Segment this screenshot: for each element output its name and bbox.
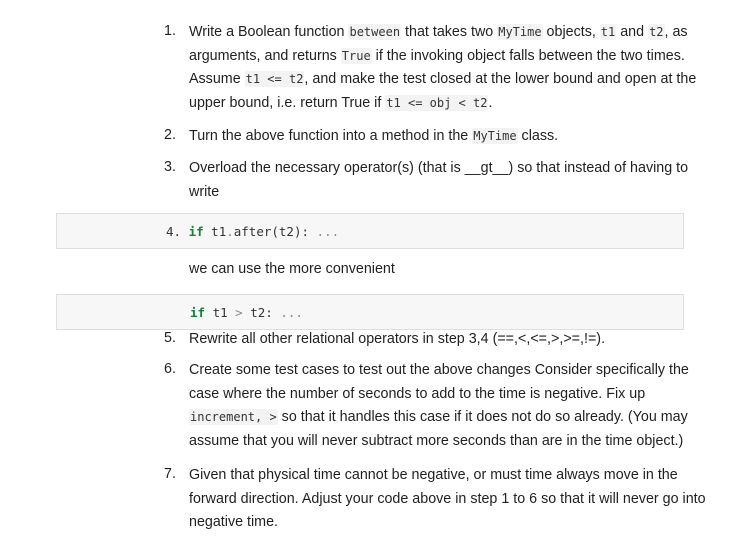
code-text: t1: [203, 224, 227, 239]
text-line: [189, 68, 697, 92]
text-line: [189, 328, 689, 352]
text-line: [189, 511, 689, 535]
text-line: [189, 45, 689, 69]
text-run: Rewrite all other relational operators in step 3,4 (==,<,<=,>,>=,!=).: [189, 331, 606, 347]
text-run: case where the number of seconds to add to the time is negative. Fix up: [189, 385, 646, 402]
text-run: arguments, and returns: [189, 47, 341, 64]
inline-code: t1 <= t2: [245, 72, 304, 87]
code-ellipsis: ...: [280, 305, 303, 320]
code-block-after: [56, 213, 684, 249]
text-line: [189, 181, 689, 205]
code-text: after(t2):: [233, 224, 317, 239]
text-line: [189, 359, 689, 383]
inline-code: t1 <= obj < t2: [386, 95, 488, 110]
inline-code: True: [341, 48, 371, 63]
code-text: t1: [205, 305, 236, 320]
list-item-text: [189, 157, 689, 204]
text-line: [189, 406, 689, 430]
text-run: , and make the test closed at the lower bound and open at the: [304, 71, 697, 88]
text-run: , as: [664, 24, 688, 40]
code-keyword: if: [190, 305, 206, 320]
text-run: if the invoking object falls between the two times.: [371, 47, 685, 64]
text-run: class.: [517, 128, 559, 144]
list-item-text: [189, 328, 689, 352]
text-line: [189, 21, 689, 45]
list-item-text: [189, 464, 706, 535]
inline-code: MyTime: [473, 129, 517, 143]
code-operator: .: [226, 224, 234, 239]
text-line: [189, 464, 689, 488]
text-run: objects,: [542, 24, 600, 40]
list-item-text: [189, 359, 689, 453]
text-run: that takes two: [401, 24, 498, 40]
text-run: so that it handles this case if it does not do so already. (You may: [277, 409, 688, 426]
inline-code: between: [349, 25, 401, 39]
list-item-text: [189, 21, 697, 115]
text-line: [189, 92, 689, 116]
paragraph-convenient: we can use the more convenient: [189, 261, 395, 277]
text-run: forward direction. Adjust your code above in step 1 to 6 so that it will never go into: [189, 490, 706, 507]
text-run: assume that you will never subtract more seconds than are in the time object.): [189, 432, 684, 449]
list-number: 5.: [164, 330, 176, 346]
text-run: upper bound, i.e. return True if: [189, 94, 386, 111]
list-item-text: [189, 125, 689, 149]
list-number: 2.: [164, 127, 176, 143]
text-run: negative time.: [189, 514, 279, 531]
list-number: 3.: [164, 159, 176, 175]
text-run: Turn the above function into a method in the: [189, 128, 473, 144]
code-block-gt: [56, 294, 684, 330]
text-run: Given that physical time cannot be negative, or must time always move in the: [189, 467, 678, 483]
code-text: t2:: [242, 305, 281, 320]
text-run: Overload the necessary operator(s) (that is __gt__) so that instead of having to: [189, 160, 689, 176]
text-run: Create some test cases to test out the above changes Consider specifically the: [189, 362, 689, 378]
inline-code: t1: [600, 25, 616, 39]
text-run: .: [488, 94, 493, 111]
text-run: Assume: [189, 71, 245, 88]
list-number: 7.: [164, 466, 176, 482]
text-run: and: [616, 24, 649, 40]
list-number: 1.: [164, 23, 176, 39]
text-run: write: [189, 183, 220, 200]
list-number: 6.: [164, 361, 176, 377]
text-run: Write a Boolean function: [189, 24, 349, 40]
code-prefix: 4.: [166, 224, 189, 239]
text-line: [189, 125, 689, 149]
text-line: [189, 157, 689, 181]
text-line: [189, 383, 689, 407]
inline-code: increment, >: [190, 410, 277, 425]
text-line: [189, 430, 689, 454]
inline-code: t2: [649, 25, 664, 39]
text-line: [189, 488, 706, 512]
inline-code: MyTime: [498, 25, 542, 39]
code-operator: >: [235, 305, 243, 320]
code-ellipsis: ...: [316, 224, 340, 239]
code-keyword: if: [188, 224, 204, 239]
